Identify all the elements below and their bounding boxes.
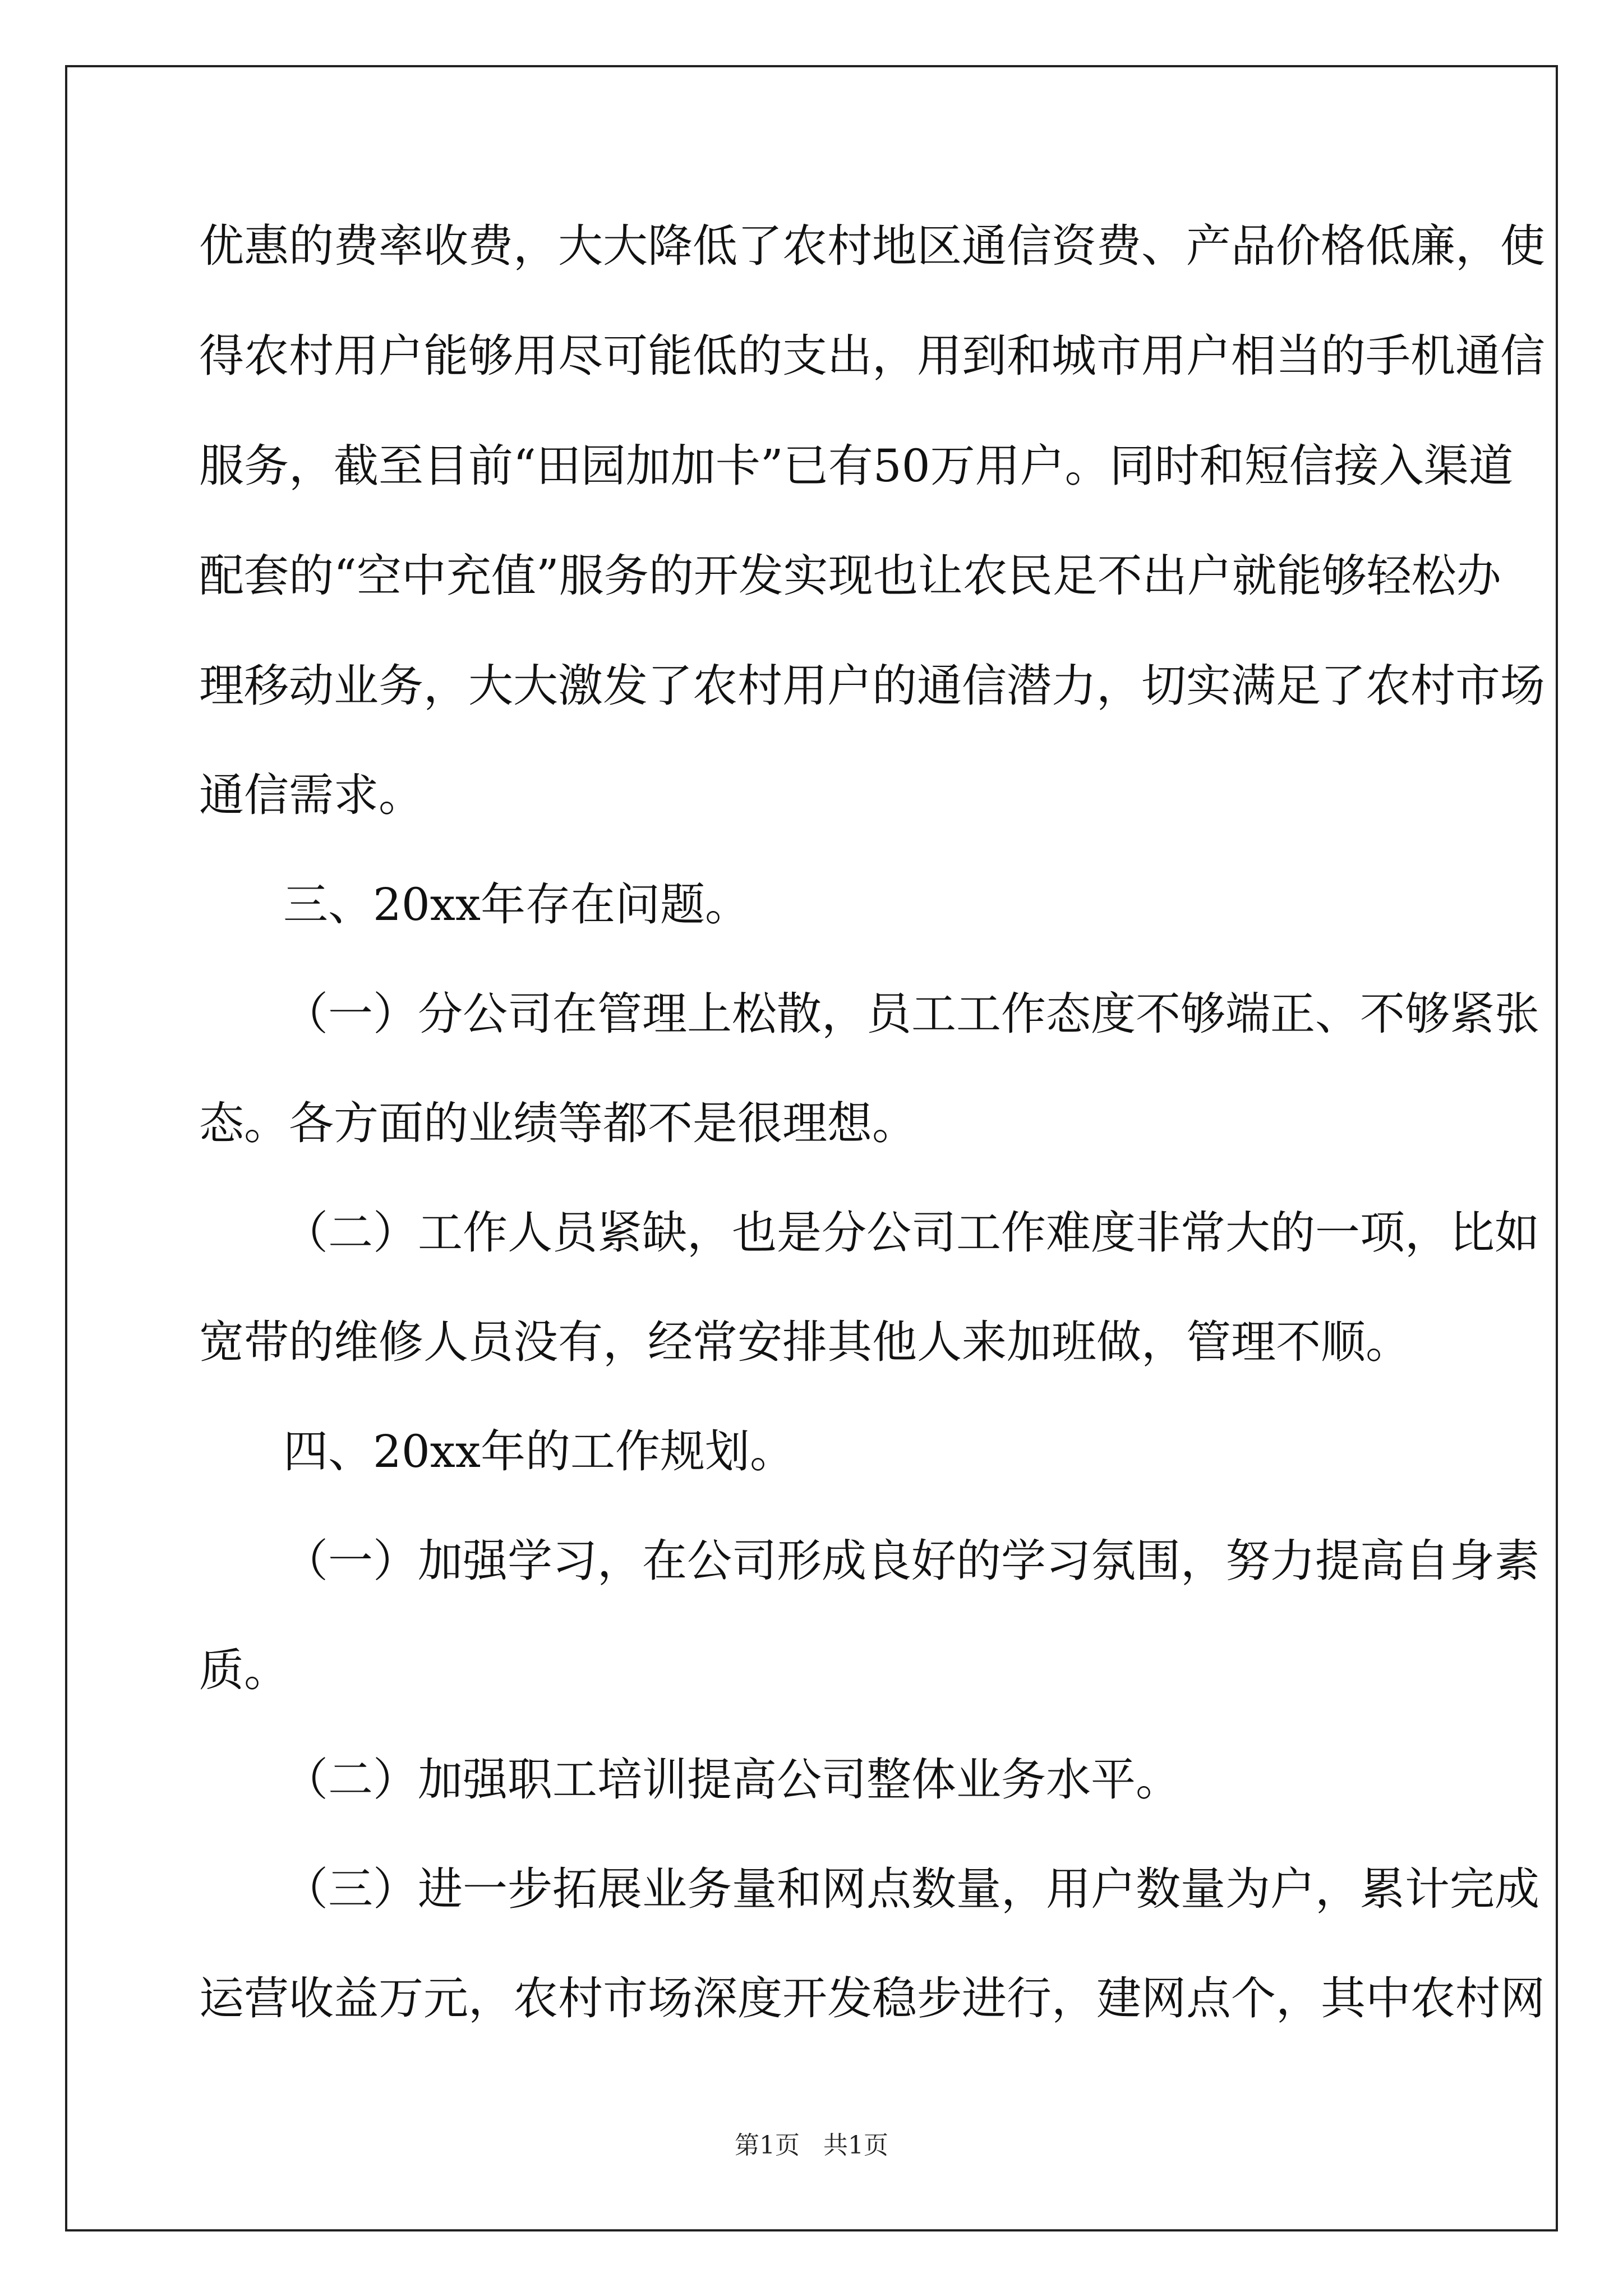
text-line-1: 优惠的费率收费，大大降低了农村地区通信资费、产品价格低廉，使 [199,220,1545,272]
section-heading-4: 四、20xx年的工作规划。 [283,1425,795,1478]
text-line-6: 通信需求。 [199,769,423,821]
text-line-3: 服务，截至目前“田园加加卡”已有50万用户。同时和短信接入渠道 [199,440,1514,492]
section-heading-3: 三、20xx年存在问题。 [283,878,750,931]
text-line-8: （一）分公司在管理上松散，员工工作态度不够端正、不够紧张 [283,988,1539,1040]
text-line-11: 宽带的维修人员没有，经常安排其他人来加班做，管理不顺。 [199,1316,1410,1368]
text-line-5: 理移动业务，大大激发了农村用户的通信潜力，切实满足了农村市场 [199,660,1545,712]
text-line-10: （二）工作人员紧缺，也是分公司工作难度非常大的一项，比如 [283,1207,1539,1259]
text-line-15: （二）加强职工培训提高公司整体业务水平。 [283,1754,1181,1806]
text-line-13: （一）加强学习，在公司形成良好的学习氛围，努力提高自身素 [283,1535,1539,1587]
text-line-9: 态。各方面的业绩等都不是很理想。 [199,1097,917,1149]
text-line-4: 配套的“空中充值”服务的开发实现也让农民足不出户就能够轻松办 [199,550,1501,602]
page-footer: 第1页 共1页 [735,2131,888,2160]
text-line-16: （三）进一步拓展业务量和网点数量，用户数量为户，累计完成 [283,1863,1539,1915]
text-line-14: 质。 [199,1644,289,1696]
text-line-2: 得农村用户能够用尽可能低的支出，用到和城市用户相当的手机通信 [199,330,1545,382]
text-line-17: 运营收益万元，农村市场深度开发稳步进行，建网点个，其中农村网 [199,1972,1545,2024]
